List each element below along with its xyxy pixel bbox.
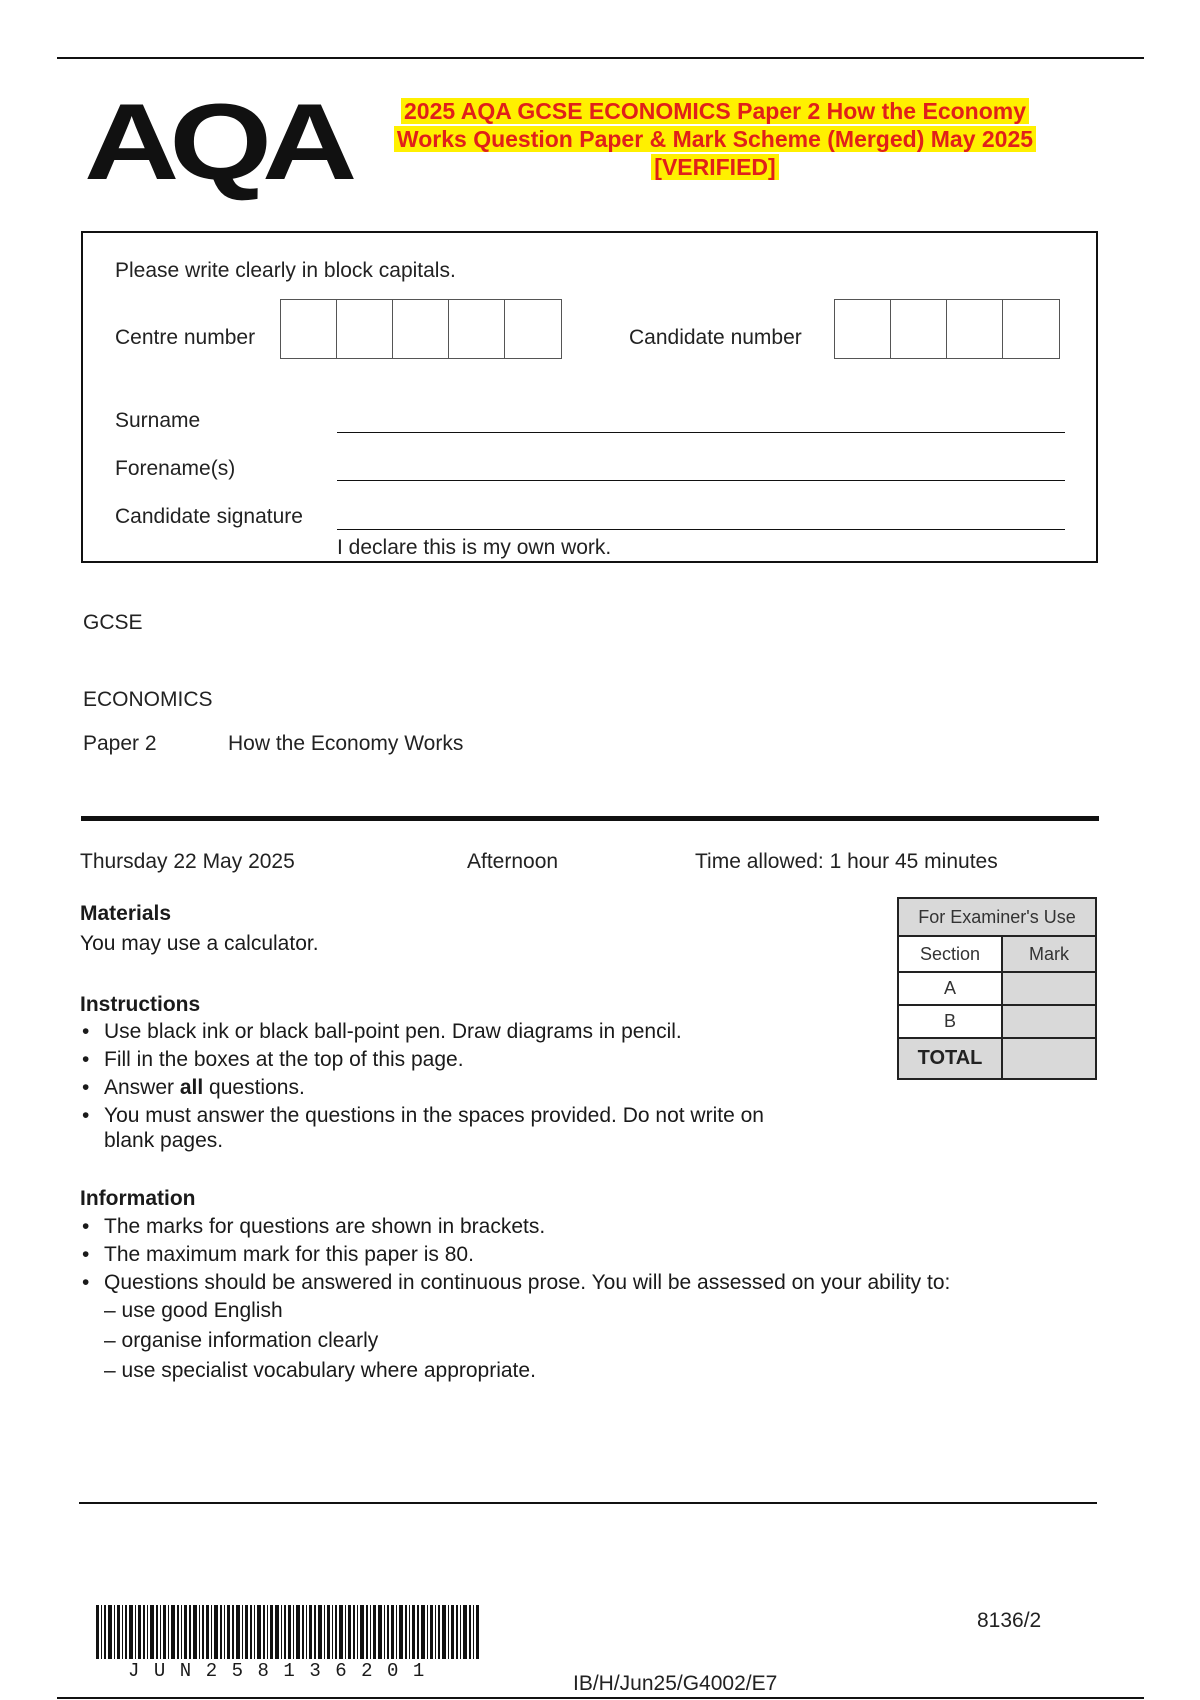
centre-number-boxes[interactable] xyxy=(280,299,562,359)
footer-reference: IB/H/Jun25/G4002/E7 xyxy=(573,1672,778,1695)
signature-field[interactable] xyxy=(337,529,1065,530)
paper-code: 8136/2 xyxy=(977,1609,1042,1632)
centre-digit-box[interactable] xyxy=(393,300,449,358)
section-b-mark xyxy=(1002,1005,1096,1038)
candidate-digit-box[interactable] xyxy=(835,300,891,358)
centre-digit-box[interactable] xyxy=(337,300,393,358)
answer-all: all xyxy=(179,1076,204,1099)
exam-session: Afternoon xyxy=(467,850,559,873)
information-item: • The marks for questions are shown in brackets. xyxy=(80,1213,1120,1241)
section-b-label: B xyxy=(898,1005,1002,1038)
aqa-logo: AQA xyxy=(84,81,348,202)
section-rule xyxy=(81,816,1099,821)
examiner-table-title: For Examiner's Use xyxy=(898,898,1096,936)
banner-line-3: [VERIFIED] xyxy=(651,154,778,180)
title-banner xyxy=(370,97,1060,181)
bottom-rule xyxy=(79,1502,1097,1504)
instruction-item: • Fill in the boxes at the top of this page. xyxy=(80,1046,840,1074)
section-column-header: Section xyxy=(898,936,1002,972)
criterion-item: – use specialist vocabulary where appropriate. xyxy=(104,1359,536,1382)
total-label: TOTAL xyxy=(898,1038,1002,1079)
forename-label: Forename(s) xyxy=(115,457,236,480)
instruction-item: • You must answer the questions in the spaces provided. Do not write on xyxy=(80,1102,840,1130)
instruction-item: • Use black ink or black ball-point pen. Draw diagrams in pencil. xyxy=(80,1018,840,1046)
candidate-digit-box[interactable] xyxy=(891,300,947,358)
centre-digit-box[interactable] xyxy=(281,300,337,358)
paper-title: How the Economy Works xyxy=(228,732,464,755)
answer-prefix: Answer xyxy=(104,1076,180,1099)
assessment-criteria xyxy=(80,1296,536,1386)
centre-digit-box[interactable] xyxy=(449,300,505,358)
materials-text: You may use a calculator. xyxy=(80,932,319,955)
instruction-continuation: blank pages. xyxy=(104,1129,224,1152)
information-list xyxy=(80,1213,1120,1297)
total-mark xyxy=(1002,1038,1096,1079)
exam-date: Thursday 22 May 2025 xyxy=(80,850,295,873)
candidate-digit-box[interactable] xyxy=(947,300,1003,358)
banner-line-2: Works Question Paper & Mark Scheme (Merged) May 2025 xyxy=(394,126,1036,152)
top-rule xyxy=(57,57,1144,59)
criterion-item: – use good English xyxy=(104,1299,283,1322)
information-item: • Questions should be answered in continuous prose. You will be assessed on your ability to: xyxy=(80,1269,1120,1297)
surname-field[interactable] xyxy=(337,432,1065,433)
barcode-text: JUN258136201 xyxy=(128,1660,439,1682)
instructions-list xyxy=(80,1018,840,1130)
materials-heading: Materials xyxy=(80,902,172,925)
instructions-heading: Instructions xyxy=(80,993,201,1016)
subject: ECONOMICS xyxy=(83,688,213,711)
section-a-label: A xyxy=(898,972,1002,1005)
footer-rule xyxy=(57,1697,1144,1699)
forename-field[interactable] xyxy=(337,480,1065,481)
instruction-item xyxy=(80,1074,840,1102)
examiner-use-table xyxy=(897,897,1097,1080)
centre-digit-box[interactable] xyxy=(505,300,561,358)
barcode-image xyxy=(96,1605,480,1659)
form-intro: Please write clearly in block capitals. xyxy=(115,259,456,282)
candidate-digit-box[interactable] xyxy=(1003,300,1059,358)
signature-label: Candidate signature xyxy=(115,505,303,528)
information-heading: Information xyxy=(80,1187,196,1210)
banner-line-1: 2025 AQA GCSE ECONOMICS Paper 2 How the Economy xyxy=(401,98,1029,124)
surname-label: Surname xyxy=(115,409,201,432)
declaration-text: I declare this is my own work. xyxy=(337,536,612,559)
centre-number-label: Centre number xyxy=(115,326,256,349)
candidate-number-label: Candidate number xyxy=(629,326,802,349)
mark-column-header: Mark xyxy=(1002,936,1096,972)
criterion-item: – organise information clearly xyxy=(104,1329,379,1352)
paper-number: Paper 2 xyxy=(83,732,157,755)
answer-suffix: questions. xyxy=(203,1076,305,1099)
qualification: GCSE xyxy=(83,611,143,634)
section-a-mark xyxy=(1002,972,1096,1005)
candidate-number-boxes[interactable] xyxy=(834,299,1060,359)
time-allowed: Time allowed: 1 hour 45 minutes xyxy=(695,850,998,873)
information-item: • The maximum mark for this paper is 80. xyxy=(80,1241,1120,1269)
